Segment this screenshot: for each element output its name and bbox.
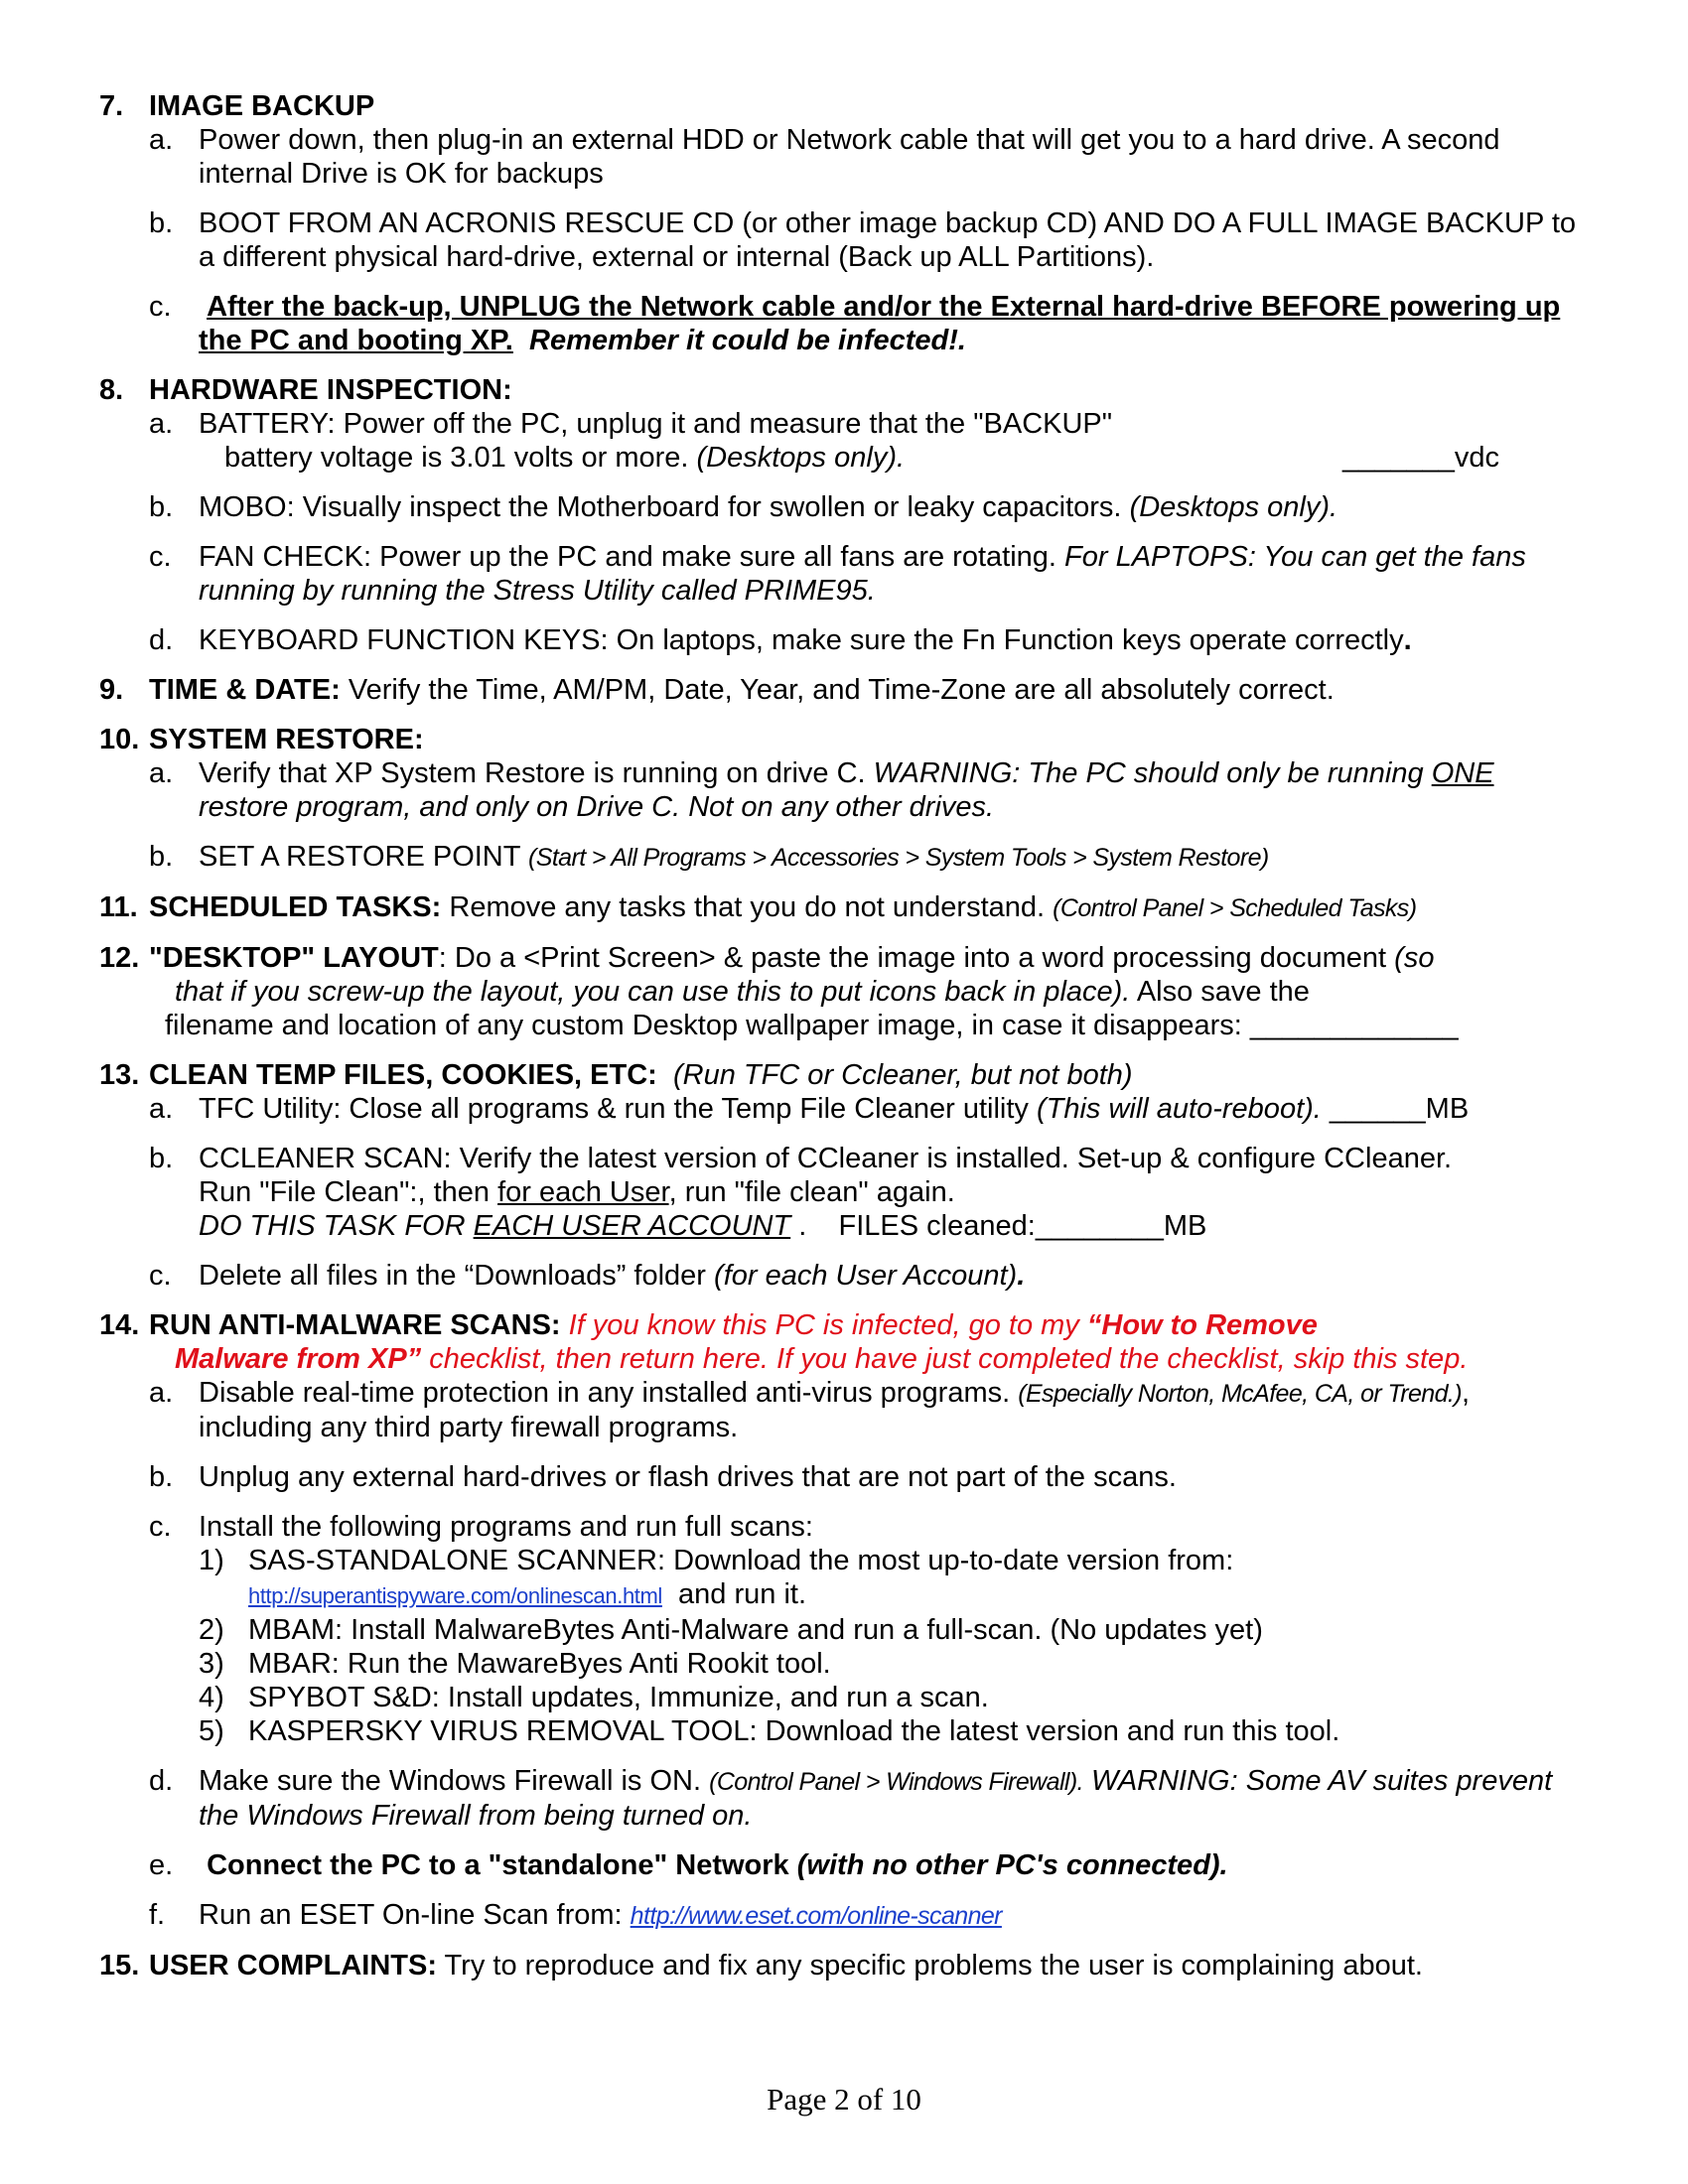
sub-text: MBAM: Install MalwareBytes Anti-Malware and run a full-scan. (No updates yet) — [248, 1614, 1263, 1646]
item-letter: a. — [149, 1093, 174, 1125]
files-cleaned-blank: . FILES cleaned:________MB — [798, 1210, 1207, 1242]
item-text: MOBO: Visually inspect the Motherboard for swollen or leaky capacitors. — [199, 491, 1122, 523]
section-title: TIME & DATE: — [149, 674, 341, 706]
sub-list-item — [199, 1647, 1589, 1681]
item-text: battery voltage is 3.01 volts or more. — [224, 442, 689, 474]
section-anti-malware — [99, 1308, 1589, 1933]
section-image-backup — [99, 89, 1589, 357]
item-text: Connect the PC to a "standalone" Network — [207, 1849, 789, 1881]
item-text: TFC Utility: Close all programs & run the Temp File Cleaner utility — [199, 1093, 1029, 1125]
section-number: 7. — [99, 90, 124, 122]
list-item — [149, 123, 1589, 191]
section-number: 10. — [99, 724, 140, 755]
item-text: Power down, then plug-in an external HDD or Network cable that will get you to a hard drive. A second internal Drive is OK for backups — [199, 124, 1500, 190]
item-letter: d. — [149, 1765, 174, 1797]
item-note: DO THIS TASK FOR — [199, 1210, 466, 1242]
item-text: Disable real-time protection in any installed anti-virus programs. — [199, 1377, 1011, 1409]
item-note: ONE — [1431, 757, 1494, 789]
sub-list-item — [199, 1681, 1589, 1714]
item-letter: a. — [149, 1377, 174, 1409]
item-letter: e. — [149, 1849, 174, 1881]
list-item — [149, 1764, 1589, 1833]
item-text: KEYBOARD FUNCTION KEYS: On laptops, make sure the Fn Function keys operate correctly — [199, 624, 1404, 656]
section-text: filename and location of any custom Desktop wallpaper image, in case it disappears: _____________ — [165, 1010, 1459, 1041]
sub-text: MBAR: Run the MawareByes Anti Rookit tool. — [248, 1648, 831, 1680]
list-item — [149, 1259, 1589, 1293]
list-item — [149, 407, 1589, 475]
list-item — [149, 1092, 1589, 1126]
sub-text: and run it. — [678, 1578, 807, 1610]
section-title: HARDWARE INSPECTION: — [149, 374, 512, 406]
list-item — [149, 1898, 1589, 1933]
section-warning: checklist, then return here. If you have just completed the checklist, skip this step. — [429, 1343, 1469, 1375]
sub-text: SPYBOT S&D: Install updates, Immunize, and run a scan. — [248, 1682, 989, 1713]
sub-list-item — [199, 1714, 1589, 1748]
section-text: Remove any tasks that you do not understand. — [449, 891, 1046, 923]
item-note: (This will auto-reboot). — [1036, 1093, 1322, 1125]
voltage-blank: _______vdc — [1341, 442, 1499, 474]
item-letter: a. — [149, 408, 174, 440]
item-text: SET A RESTORE POINT — [199, 841, 520, 873]
section-scheduled-tasks — [99, 890, 1589, 925]
section-warning: If you know this PC is infected, go to my — [568, 1309, 1079, 1341]
item-note: (Desktops only). — [1129, 491, 1338, 523]
item-text: Delete all files in the “Downloads” folder — [199, 1260, 706, 1292]
section-text: Try to reproduce and fix any specific problems the user is complaining about. — [444, 1950, 1423, 1981]
mb-blank: ______MB — [1329, 1093, 1470, 1125]
section-clean-temp-files — [99, 1058, 1589, 1293]
section-text: : Do a <Print Screen> & paste the image into a word processing document — [438, 942, 1387, 974]
list-item — [149, 1510, 1589, 1748]
menu-path: (Control Panel > Scheduled Tasks) — [1053, 894, 1417, 922]
item-letter: c. — [149, 541, 172, 573]
item-note: EACH USER ACCOUNT — [473, 1210, 791, 1242]
item-note: restore program, and only on Drive C. Not on any other drives. — [199, 791, 995, 823]
item-note: For LAPTOPS: You can get the fans running by running the Stress Utility called PRIME95. — [199, 541, 1526, 607]
warning-emphasis: Remember it could be infected!. — [529, 325, 966, 356]
section-number: 15. — [99, 1950, 140, 1981]
section-number: 9. — [99, 674, 124, 706]
section-number: 11. — [99, 891, 138, 923]
item-text: Verify that XP System Restore is running on drive C. — [199, 757, 866, 789]
warning-text: After the back-up, UNPLUG the Network cable and/or the External hard-drive BEFORE powering up the PC and booting XP. — [199, 291, 1561, 356]
item-letter: c. — [149, 291, 172, 323]
item-note: (for each User Account) — [714, 1260, 1018, 1292]
section-system-restore — [99, 723, 1589, 875]
eset-scanner-link[interactable]: http://www.eset.com/online-scanner — [630, 1902, 1002, 1930]
item-note: (Desktops only). — [696, 442, 906, 474]
section-title: "DESKTOP" LAYOUT — [149, 942, 439, 974]
section-title: SCHEDULED TASKS: — [149, 891, 442, 923]
list-item — [149, 1460, 1589, 1494]
sub-number: 1) — [199, 1545, 224, 1576]
section-note: that if you screw-up the layout, you can use this to put icons back in place). — [175, 976, 1131, 1008]
section-note: (so — [1394, 942, 1435, 974]
item-text: for each User — [497, 1176, 669, 1208]
item-text: BOOT FROM AN ACRONIS RESCUE CD (or other image backup CD) AND DO A FULL IMAGE BACKUP to a different physical hard-drive, external or internal (Back up ALL Partitions). — [199, 207, 1577, 273]
sub-text: KASPERSKY VIRUS REMOVAL TOOL: Download the latest version and run this tool. — [248, 1715, 1340, 1747]
section-number: 13. — [99, 1059, 140, 1091]
item-text: CCLEANER SCAN: Verify the latest version of CCleaner is installed. Set-up & configure CCleaner. — [199, 1143, 1453, 1174]
item-text: , run "file clean" again. — [668, 1176, 955, 1208]
page-number: Page 2 of 10 — [767, 2082, 921, 2116]
section-number: 8. — [99, 374, 124, 406]
sub-number: 3) — [199, 1648, 224, 1680]
section-note: (Run TFC or Ccleaner, but not both) — [672, 1059, 1133, 1091]
item-text: including any third party firewall programs. — [199, 1412, 739, 1443]
menu-path: (Start > All Programs > Accessories > System Tools > System Restore) — [528, 844, 1269, 872]
item-text: Make sure the Windows Firewall is ON. — [199, 1765, 702, 1797]
sub-number: 5) — [199, 1715, 224, 1747]
item-letter: f. — [149, 1899, 166, 1931]
list-item — [149, 540, 1589, 608]
section-text: Also save the — [1136, 976, 1310, 1008]
list-item — [149, 1376, 1589, 1444]
item-text: Install the following programs and run full scans: — [199, 1511, 813, 1543]
section-warning: Malware from XP” — [175, 1343, 422, 1375]
item-letter: b. — [149, 491, 174, 523]
section-number: 12. — [99, 942, 140, 974]
list-item — [149, 756, 1589, 824]
list-item — [149, 840, 1589, 875]
section-title: RUN ANTI-MALWARE SCANS: — [149, 1309, 561, 1341]
item-letter: b. — [149, 207, 174, 239]
sub-number: 4) — [199, 1682, 224, 1713]
list-item — [149, 290, 1589, 357]
section-title: IMAGE BACKUP — [149, 90, 375, 122]
item-text: , — [1461, 1377, 1471, 1409]
sub-number: 2) — [199, 1614, 224, 1646]
item-note: (Especially Norton, McAfee, CA, or Trend.) — [1018, 1380, 1462, 1408]
item-letter: b. — [149, 1143, 174, 1174]
sub-list-item — [199, 1544, 1589, 1613]
item-text: Unplug any external hard-drives or flash drives that are not part of the scans. — [199, 1461, 1177, 1493]
item-letter: c. — [149, 1511, 172, 1543]
item-letter: a. — [149, 757, 174, 789]
list-item — [149, 1848, 1589, 1882]
item-note: WARNING: Some AV suites prevent the Windows Firewall from being turned on. — [199, 1765, 1553, 1832]
item-letter: b. — [149, 841, 174, 873]
section-user-complaints — [99, 1949, 1589, 1982]
section-time-date — [99, 673, 1589, 707]
list-item — [149, 490, 1589, 524]
item-letter: b. — [149, 1461, 174, 1493]
item-text: . — [1403, 624, 1412, 656]
item-text: Run "File Clean":, then — [199, 1176, 491, 1208]
section-number: 14. — [99, 1309, 140, 1341]
section-title: SYSTEM RESTORE: — [149, 724, 424, 755]
item-letter: d. — [149, 624, 174, 656]
item-text: FAN CHECK: Power up the PC and make sure all fans are rotating. — [199, 541, 1056, 573]
section-warning: “How to Remove — [1086, 1309, 1318, 1341]
menu-path: (Control Panel > Windows Firewall). — [709, 1768, 1083, 1796]
item-note: (with no other PC's connected). — [796, 1849, 1228, 1881]
sas-download-link[interactable]: http://superantispyware.com/onlinescan.html — [248, 1583, 662, 1608]
section-text: Verify the Time, AM/PM, Date, Year, and Time-Zone are all absolutely correct. — [348, 674, 1335, 706]
sub-list-item — [199, 1613, 1589, 1647]
sub-text: SAS-STANDALONE SCANNER: Download the most up-to-date version from: — [248, 1545, 1234, 1576]
list-item — [149, 1142, 1589, 1243]
list-item — [149, 206, 1589, 274]
section-desktop-layout — [99, 941, 1589, 1042]
item-text: Run an ESET On-line Scan from: — [199, 1899, 623, 1931]
item-note: . — [1017, 1260, 1026, 1292]
item-letter: c. — [149, 1260, 172, 1292]
document-page — [99, 89, 1589, 1998]
item-letter: a. — [149, 124, 174, 156]
item-text: BATTERY: Power off the PC, unplug it and measure that the "BACKUP" — [199, 408, 1113, 440]
section-hardware-inspection — [99, 373, 1589, 657]
item-note: WARNING: The PC should only be running — [873, 757, 1424, 789]
section-title: USER COMPLAINTS: — [149, 1950, 437, 1981]
section-title: CLEAN TEMP FILES, COOKIES, ETC: — [149, 1059, 657, 1091]
list-item — [149, 623, 1589, 657]
